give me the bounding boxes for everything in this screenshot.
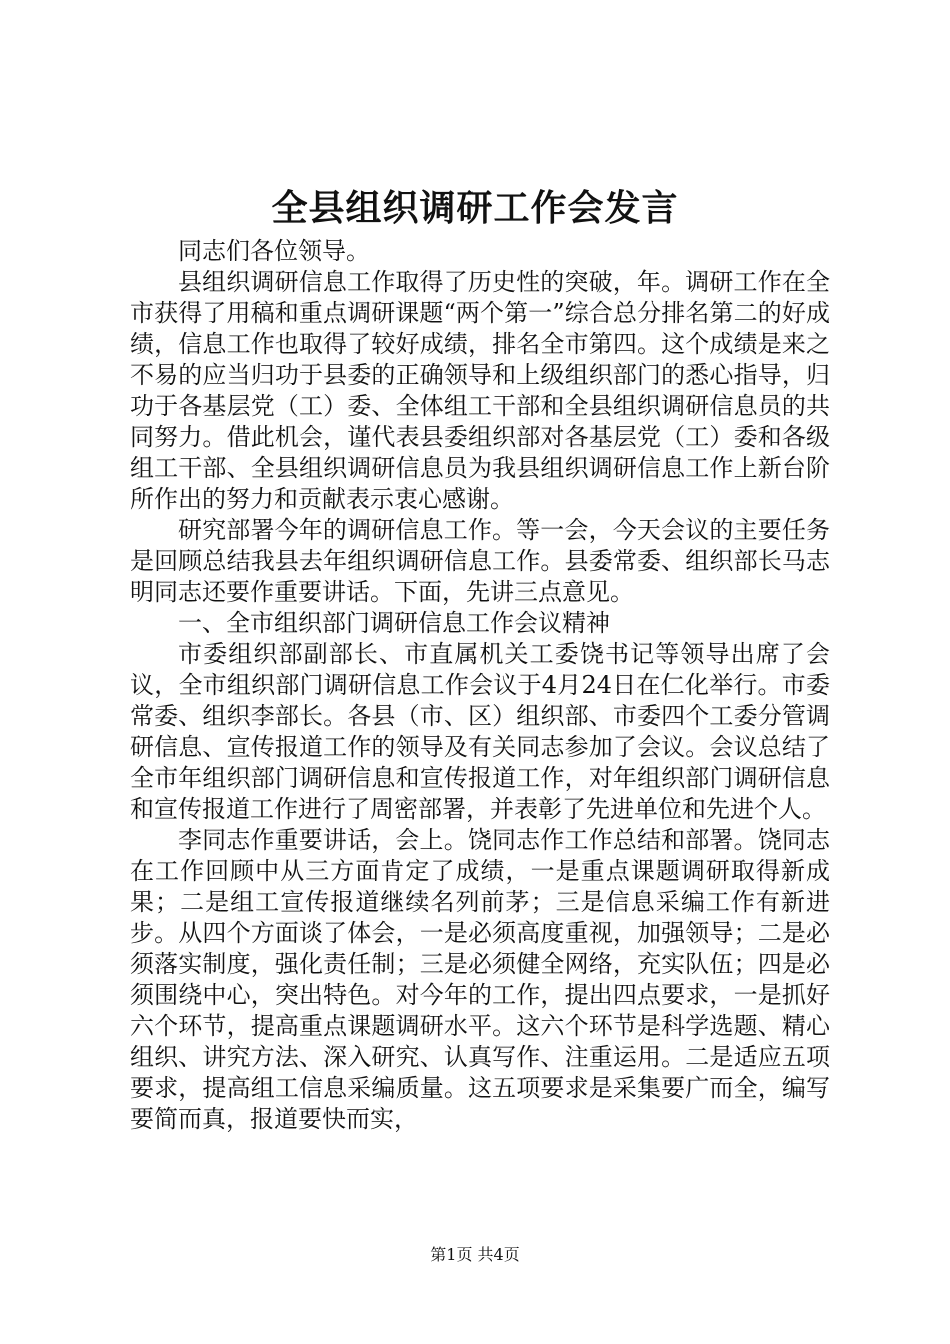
document-body: [130, 236, 830, 1135]
paragraph-speech-summary: 李同志作重要讲话，会上。饶同志作工作总结和部署。饶同志在工作回顾中从三方面肯定了成绩，一是重点课题调研取得新成果；二是组工宣传报道继续名列前茅；三是信息采编工作有新进步。从四个方面谈了体会，一是必须高度重视，加强领导；二是必须落实制度，强化责任制；三是必须健全网络，充实队伍；四是必须围绕中心，突出特色。对今年的工作，提出四点要求，一是抓好六个环节，提高重点课题调研水平。这六个环节是科学选题、精心组织、讲究方法、深入研究、认真写作、注重运用。二是适应五项要求，提高组工信息采编质量。这五项要求是采集要广而全，编写要简而真，报道要快而实，: [130, 826, 830, 1133]
paragraph-achievements: 县组织调研信息工作取得了历史性的突破，年。调研工作在全市获得了用稿和重点调研课题“两个第一”综合总分排名第二的好成绩，信息工作也取得了较好成绩，排名全市第四。这个成绩是来之不易的应当归功于县委的正确领导和上级组织部门的悉心指导，归功于各基层党（工）委、全体组工干部和全县组织调研信息员的共同努力。借此机会，谨代表县委组织部对各基层党（工）委和各级组工干部、全县组织调研信息员为我县组织调研信息工作上新台阶所作出的努力和贡献表示衷心感谢。: [130, 268, 830, 513]
page-number-footer: 第1页 共4页: [430, 1245, 520, 1264]
paragraph-meeting-summary: 市委组织部副部长、市直属机关工委饶书记等领导出席了会议，全市组织部门调研信息工作会议于4月24日在仁化举行。市委常委、组织李部长。各县（市、区）组织部、市委四个工委分管调研信息、宣传报道工作的领导及有关同志参加了会议。会议总结了全市年组织部门调研信息和宣传报道工作，对年组织部门调研信息和宣传报道工作进行了周密部署，并表彰了先进单位和先进个人。: [130, 640, 830, 823]
paragraph-greeting: 同志们各位领导。: [178, 237, 370, 265]
paragraph-agenda: 研究部署今年的调研信息工作。等一会，今天会议的主要任务是回顾总结我县去年组织调研信息工作。县委常委、组织部长马志明同志还要作重要讲话。下面，先讲三点意见。: [130, 516, 830, 606]
document-title: 全县组织调研工作会发言: [271, 187, 679, 229]
section-heading-1: 一、全市组织部门调研信息工作会议精神: [178, 609, 610, 637]
